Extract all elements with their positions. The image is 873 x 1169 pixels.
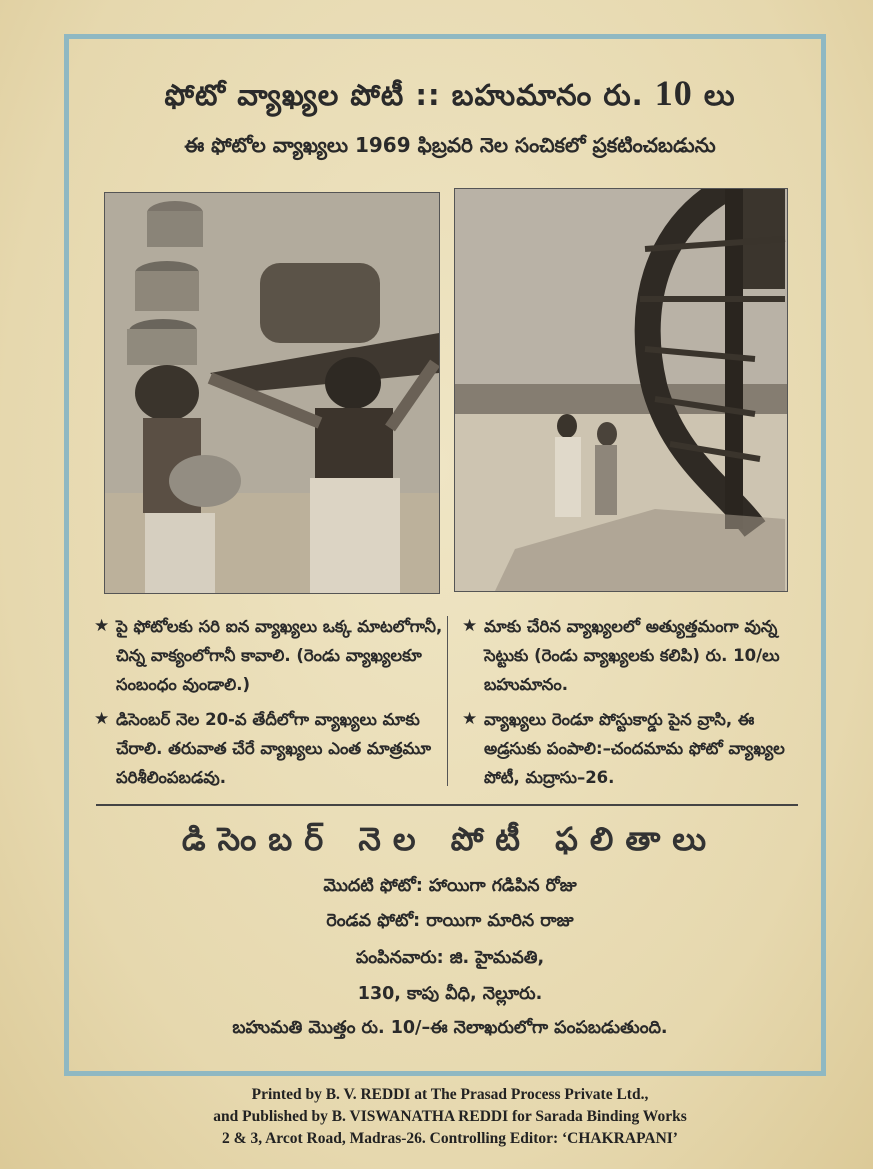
imprint-line: Printed by B. V. REDDI at The Prasad Process Private Ltd., <box>251 1086 649 1103</box>
rules-left-column <box>94 612 444 798</box>
winner-address: 130, కాపు వీధి, నెల్లూరు. <box>357 984 543 1004</box>
first-photo-result: మొదటి ఫోటో: హాయిగా గడిపిన రోజు <box>323 876 577 896</box>
rule-text: పై ఫోటోలకు సరి ఐన వ్యాఖ్యలు ఒక్క మాటలోగానీ, చిన్న వాక్యంలోగానీ కావాలి. (రెండు వ్యాఖ్యలకూ సంబంధం వుండాలి.) <box>116 617 443 694</box>
photo-women-carrying-pots <box>104 192 440 594</box>
prize-note: బహుమతి మొత్తం రు. 10/–ఈ నెలాఖరులోగా పంపబడుతుంది. <box>232 1018 668 1038</box>
photo-spiral-staircase <box>454 188 788 592</box>
section-divider <box>96 804 798 806</box>
rule-item <box>94 705 444 792</box>
imprint-line: and Published by B. VISWANATHA REDDI for Sarada Binding Works <box>213 1108 687 1125</box>
rule-text: డిసెంబర్ నెల 20-వ తేదీలోగా వ్యాఖ్యలు మాకు చేరాలి. తరువాత చేరే వ్యాఖ్యలు ఎంత మాత్రమూ పరిశీలింపబడవు. <box>116 710 431 787</box>
star-icon: ★ <box>462 709 478 729</box>
rule-item <box>94 612 444 699</box>
star-icon: ★ <box>94 709 110 729</box>
second-photo-result: రెండవ ఫోటో: రాయిగా మారిన రాజు <box>326 911 574 931</box>
contest-subtitle: ఈ ఫోటోల వ్యాఖ్యలు 1969 ఫిబ్రవరి నెల సంచికలో ప్రకటించబడును <box>184 133 716 157</box>
star-icon: ★ <box>462 616 478 636</box>
column-divider <box>447 616 448 786</box>
rule-item <box>462 705 802 792</box>
title-amount: 10 <box>654 73 693 113</box>
rule-text: మాకు చేరిన వ్యాఖ్యలలో అత్యుత్తమంగా వున్న సెట్టుకు (రెండు వ్యాఖ్యలకు కలిపి) రు. 10/లు బహుమానం. <box>484 617 780 694</box>
rules-right-column <box>462 612 802 798</box>
winner-name: పంపినవారు: జి. హైమవతి, <box>355 948 545 968</box>
rule-text: వ్యాఖ్యలు రెండూ పోస్టుకార్డు పైన వ్రాసి, ఈ అడ్రసుకు పంపాలి:–చందమామ ఫోటో వ్యాఖ్యల పోటీ, మద్రాసు–26. <box>484 710 785 787</box>
imprint-footer <box>64 1084 836 1150</box>
imprint-line: 2 & 3, Arcot Road, Madras-26. Controlling Editor: ‘CHAKRAPANI’ <box>222 1130 678 1147</box>
title-suffix: లు <box>703 78 736 112</box>
title-prefix: ఫోటో వ్యాఖ్యల పోటీ :: బహుమానం రు. <box>164 78 644 112</box>
results-title: డిసెంబర్ నెల పోటీ ఫలితాలు <box>181 820 719 858</box>
rule-item <box>462 612 802 699</box>
contest-title <box>64 72 836 120</box>
star-icon: ★ <box>94 616 110 636</box>
